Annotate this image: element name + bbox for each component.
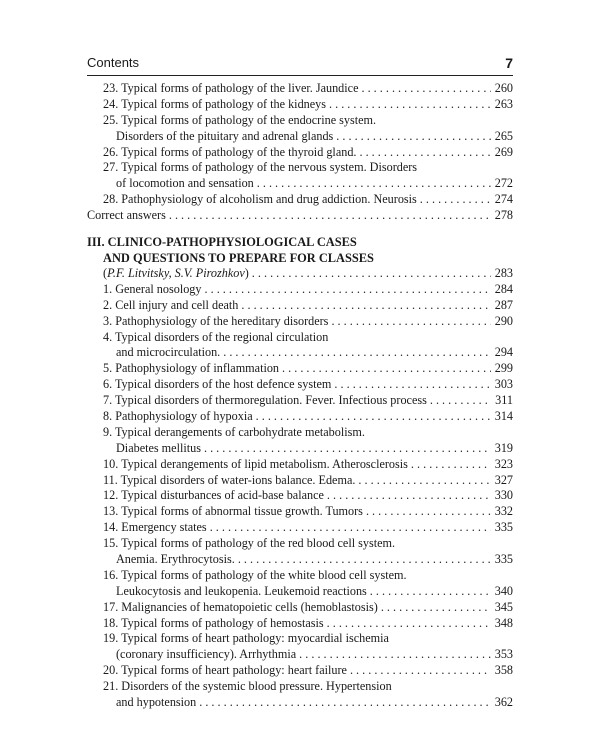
running-header bbox=[87, 52, 513, 74]
toc-entry-title bbox=[103, 425, 365, 439]
toc-entry-title bbox=[103, 330, 328, 344]
toc-entry-text: Cell injury and cell death bbox=[115, 297, 239, 312]
toc-entry-text: Typical forms of heart pathology: heart failure bbox=[121, 663, 347, 678]
toc-entry-text: Typical derangements of carbohydrate metabolism. bbox=[114, 424, 365, 439]
toc-page-number: 260 bbox=[494, 81, 513, 95]
toc-entry[interactable] bbox=[87, 176, 513, 192]
toc-page-number: 353 bbox=[494, 647, 513, 662]
toc-entry-title bbox=[103, 616, 324, 632]
leader-dots bbox=[299, 647, 491, 663]
toc-page-number: 358 bbox=[494, 663, 513, 678]
toc-entry-title bbox=[103, 393, 427, 409]
leader-dots bbox=[327, 488, 491, 504]
toc-entry-text: Diabetes mellitus bbox=[116, 440, 201, 455]
toc-entry-number: 19. bbox=[103, 631, 119, 646]
toc-entry-text: Typical forms of pathology of the endocrine system. bbox=[121, 112, 377, 127]
toc-entry-title bbox=[103, 631, 389, 645]
leader-dots bbox=[336, 129, 490, 145]
toc-entry-title bbox=[103, 81, 358, 97]
toc-entry-number: 12. bbox=[103, 488, 119, 503]
toc-entry-text: Typical forms of heart pathology: myocardial ischemia bbox=[121, 631, 389, 646]
toc-entry-title bbox=[103, 504, 363, 520]
toc-entry-text: Malignancies of hematopoietic cells (hemoblastosis) bbox=[121, 599, 378, 614]
toc-entry-line bbox=[87, 113, 513, 129]
toc-entry-title bbox=[103, 298, 238, 314]
toc-entry[interactable] bbox=[87, 504, 513, 520]
toc-entry[interactable] bbox=[87, 97, 513, 113]
toc-page-number: 314 bbox=[494, 409, 513, 424]
toc-entry-number: 13. bbox=[103, 504, 119, 519]
toc-entry-number: 14. bbox=[103, 520, 119, 535]
toc-part-1 bbox=[87, 81, 513, 224]
toc-entry[interactable] bbox=[87, 488, 513, 504]
toc-entry[interactable] bbox=[87, 600, 513, 616]
toc-entry-title bbox=[116, 647, 296, 663]
toc-entry-number: 24. bbox=[103, 96, 119, 111]
toc-entry[interactable] bbox=[87, 409, 513, 425]
toc-page-number: 269 bbox=[494, 144, 513, 159]
toc-entry-title bbox=[103, 409, 253, 425]
toc-page-number: 294 bbox=[494, 345, 513, 360]
toc-entry-text: Typical disturbances of acid-base balance bbox=[121, 488, 324, 503]
toc-page-number: 332 bbox=[494, 504, 513, 519]
toc-page-number: 330 bbox=[494, 488, 513, 503]
leader-dots bbox=[361, 81, 490, 97]
toc-entry-number: 2. bbox=[103, 297, 113, 312]
toc-entry[interactable] bbox=[87, 616, 513, 632]
toc-entry[interactable] bbox=[87, 361, 513, 377]
toc-entry-number: 16. bbox=[103, 567, 119, 582]
toc-entry-number: 6. bbox=[103, 377, 113, 392]
toc-entry[interactable] bbox=[87, 520, 513, 536]
toc-entry-title bbox=[103, 282, 202, 298]
authors-names: P.F. Litvitsky, S.V. Pirozhkov bbox=[107, 266, 245, 280]
toc-entry[interactable] bbox=[87, 377, 513, 393]
toc-page-number: 335 bbox=[494, 520, 513, 535]
toc-entry[interactable] bbox=[87, 695, 513, 711]
leader-dots bbox=[169, 208, 491, 224]
leader-dots bbox=[366, 504, 491, 520]
toc-entry-title bbox=[116, 129, 333, 145]
toc-entry-title bbox=[103, 377, 331, 393]
toc-entry[interactable] bbox=[87, 393, 513, 409]
toc-page-number: 323 bbox=[494, 456, 513, 471]
toc-entry-title bbox=[103, 568, 407, 582]
toc-entry[interactable] bbox=[87, 282, 513, 298]
toc-entry-text: Typical forms of pathology of the thyroid gland. bbox=[121, 144, 357, 159]
leader-dots bbox=[358, 473, 490, 489]
toc-entry-correct-answers[interactable] bbox=[87, 208, 513, 224]
toc-entry-text: and hypotension bbox=[116, 695, 197, 710]
leader-dots bbox=[223, 345, 490, 361]
toc-entry-title bbox=[103, 97, 326, 113]
toc-entry-title: Correct answers bbox=[87, 208, 166, 223]
toc-page-number: 362 bbox=[494, 695, 513, 710]
toc-entry-line bbox=[87, 631, 513, 647]
toc-page-number: 284 bbox=[494, 281, 513, 296]
toc-entry-authors[interactable] bbox=[87, 266, 513, 282]
leader-dots bbox=[257, 176, 491, 192]
toc-entry-text: Typical derangements of lipid metabolism. Atherosclerosis bbox=[121, 456, 408, 471]
toc-entry-text: Pathophysiology of hypoxia bbox=[115, 409, 253, 424]
toc-entry[interactable] bbox=[87, 647, 513, 663]
toc-entry-text: Typical disorders of the regional circulation bbox=[114, 329, 329, 344]
toc-entry[interactable] bbox=[87, 81, 513, 97]
toc-entry[interactable] bbox=[87, 584, 513, 600]
leader-dots bbox=[370, 584, 491, 600]
toc-entry-title bbox=[103, 314, 328, 330]
toc-entry-title bbox=[116, 552, 235, 568]
toc-entry[interactable] bbox=[87, 192, 513, 208]
leader-dots bbox=[430, 393, 491, 409]
toc-entry-number: 5. bbox=[103, 361, 113, 376]
toc-entry-title bbox=[103, 192, 417, 208]
toc-entry-text: Typical forms of pathology of hemostasis bbox=[121, 615, 324, 630]
toc-entry-text: Leukocytosis and leukopenia. Leukemoid reactions bbox=[116, 583, 367, 598]
toc-entry-line bbox=[87, 679, 513, 695]
toc-entry-text: General nosology bbox=[115, 281, 202, 296]
toc-entry-text: Typical forms of pathology of the red blood cell system. bbox=[121, 536, 396, 551]
toc-entry-number: 27. bbox=[103, 160, 119, 175]
toc-entry-line bbox=[87, 568, 513, 584]
toc-page-number: 345 bbox=[494, 599, 513, 614]
toc-entry[interactable] bbox=[87, 129, 513, 145]
leader-dots bbox=[238, 552, 491, 568]
toc-entry-number: 8. bbox=[103, 409, 113, 424]
toc-page-number: 290 bbox=[494, 313, 513, 328]
leader-dots bbox=[252, 266, 491, 282]
toc-entry-text: Pathophysiology of inflammation bbox=[115, 361, 280, 376]
toc-entry[interactable] bbox=[87, 298, 513, 314]
toc-entry[interactable] bbox=[87, 145, 513, 161]
toc-page-number: 348 bbox=[494, 615, 513, 630]
toc-entry[interactable] bbox=[87, 663, 513, 679]
toc-entry-line bbox=[87, 536, 513, 552]
leader-dots bbox=[256, 409, 491, 425]
toc-entry-title bbox=[103, 679, 392, 693]
toc-page-number: 272 bbox=[494, 176, 513, 191]
toc-entry-title bbox=[103, 520, 207, 536]
toc-entry-line bbox=[87, 330, 513, 346]
toc-entry-number: 3. bbox=[103, 313, 113, 328]
toc-entry[interactable] bbox=[87, 441, 513, 457]
toc-page-number: 274 bbox=[494, 192, 513, 207]
running-title: Contents bbox=[87, 55, 140, 70]
toc-entry-title bbox=[103, 488, 324, 504]
authors-line: (P.F. Litvitsky, S.V. Pirozhkov) bbox=[103, 266, 249, 280]
toc-entry-title bbox=[103, 145, 356, 161]
leader-dots bbox=[359, 145, 490, 161]
toc-entry-title bbox=[116, 345, 220, 361]
toc-entry-title bbox=[103, 600, 378, 616]
toc-page-number: 287 bbox=[494, 297, 513, 312]
toc-entry-number: 9. bbox=[103, 424, 113, 439]
toc-entry-text: Anemia. Erythrocytosis. bbox=[116, 552, 235, 567]
toc-entry-number: 1. bbox=[103, 281, 113, 296]
toc-entry-text: Typical disorders of thermoregulation. Fever. Infectious process bbox=[114, 393, 427, 408]
leader-dots bbox=[199, 695, 490, 711]
toc-entry-text: Typical forms of abnormal tissue growth. Tumors bbox=[121, 504, 363, 519]
toc-page-number: 327 bbox=[494, 472, 513, 487]
toc-page-number: 278 bbox=[494, 208, 513, 223]
toc-entry-text: of locomotion and sensation bbox=[116, 176, 254, 191]
toc-entry[interactable] bbox=[87, 473, 513, 489]
toc-entry-number: 11. bbox=[103, 472, 118, 487]
toc-entry-text: and microcirculation. bbox=[116, 345, 221, 360]
section-heading-line-1: III. CLINICO-PATHOPHYSIOLOGICAL CASES bbox=[87, 235, 357, 249]
toc-entry-text: Pathophysiology of the hereditary disorders bbox=[115, 313, 329, 328]
toc-entry-title bbox=[103, 473, 355, 489]
toc-entry[interactable] bbox=[87, 552, 513, 568]
toc-entry-number: 21. bbox=[103, 679, 119, 694]
toc-entry-text: Typical forms of pathology of the liver. Jaundice bbox=[121, 81, 359, 95]
header-rule bbox=[87, 75, 513, 76]
toc-entry-title bbox=[103, 536, 395, 550]
leader-dots bbox=[350, 663, 491, 679]
toc-page-number: 299 bbox=[494, 361, 513, 376]
toc-entry-text: (coronary insufficiency). Arrhythmia bbox=[116, 647, 297, 662]
toc-entry-title bbox=[116, 584, 367, 600]
leader-dots bbox=[210, 520, 491, 536]
leader-dots bbox=[334, 377, 490, 393]
toc-entry[interactable] bbox=[87, 314, 513, 330]
leader-dots bbox=[331, 314, 490, 330]
toc-entry-number: 15. bbox=[103, 536, 119, 551]
toc-entry-number: 20. bbox=[103, 663, 119, 678]
toc-entry-number: 17. bbox=[103, 599, 119, 614]
toc-page-number: 319 bbox=[494, 440, 513, 455]
toc-entry-title bbox=[103, 361, 279, 377]
leader-dots bbox=[327, 616, 491, 632]
toc-entry-text: Typical disorders of water-ions balance. Edema. bbox=[120, 472, 356, 487]
leader-dots bbox=[204, 441, 491, 457]
toc-page-number: 265 bbox=[494, 128, 513, 143]
toc-page-number: 311 bbox=[495, 393, 513, 408]
toc-entry-title bbox=[103, 457, 408, 473]
toc-entry-title bbox=[103, 160, 417, 174]
toc-entry-number: 18. bbox=[103, 615, 119, 630]
toc-entry-line bbox=[87, 425, 513, 441]
toc-page-number: 340 bbox=[494, 583, 513, 598]
toc-entry-number: 26. bbox=[103, 144, 119, 159]
toc-entry-text: Pathophysiology of alcoholism and drug addiction. Neurosis bbox=[121, 192, 417, 207]
toc-page-number: 263 bbox=[494, 96, 513, 111]
leader-dots bbox=[241, 298, 490, 314]
toc-entry-title bbox=[116, 441, 201, 457]
toc-entry-number: 23. bbox=[103, 81, 119, 95]
toc-entry[interactable] bbox=[87, 345, 513, 361]
toc-entry-text: Emergency states bbox=[121, 520, 207, 535]
toc-entry-number: 28. bbox=[103, 192, 119, 207]
leader-dots bbox=[329, 97, 491, 113]
leader-dots bbox=[282, 361, 491, 377]
toc-entry[interactable] bbox=[87, 457, 513, 473]
leader-dots bbox=[411, 457, 491, 473]
toc-entry-title bbox=[116, 176, 254, 192]
toc-entry-text: Typical forms of pathology of the kidneys bbox=[121, 96, 326, 111]
leader-dots bbox=[205, 282, 491, 298]
toc-entry-text: Typical forms of pathology of the white blood cell system. bbox=[121, 567, 407, 582]
toc-entry-title bbox=[116, 695, 196, 711]
toc-entry-text: Disorders of the systemic blood pressure. Hypertension bbox=[121, 679, 392, 694]
leader-dots bbox=[381, 600, 491, 616]
toc-entry-number: 10. bbox=[103, 456, 119, 471]
leader-dots bbox=[420, 192, 491, 208]
toc-entry-number: 4. bbox=[103, 329, 113, 344]
toc-page-number: 303 bbox=[494, 377, 513, 392]
section-heading-line-2: AND QUESTIONS TO PREPARE FOR CLASSES bbox=[103, 251, 374, 265]
toc-section-3 bbox=[87, 234, 513, 711]
toc-entry-line bbox=[87, 160, 513, 176]
toc-entry-title bbox=[103, 663, 347, 679]
toc-entry-text: Typical disorders of the host defence system bbox=[114, 377, 332, 392]
toc-entry-number: 7. bbox=[103, 393, 113, 408]
toc-entry-text: Disorders of the pituitary and adrenal glands bbox=[116, 128, 334, 143]
toc-page-number: 283 bbox=[494, 266, 513, 280]
page-number: 7 bbox=[505, 55, 513, 71]
toc-entry-number: 25. bbox=[103, 112, 119, 127]
toc-entry-text: Typical forms of pathology of the nervous system. Disorders bbox=[121, 160, 418, 175]
toc-page-number: 335 bbox=[494, 552, 513, 567]
toc-entry-title bbox=[103, 113, 376, 127]
